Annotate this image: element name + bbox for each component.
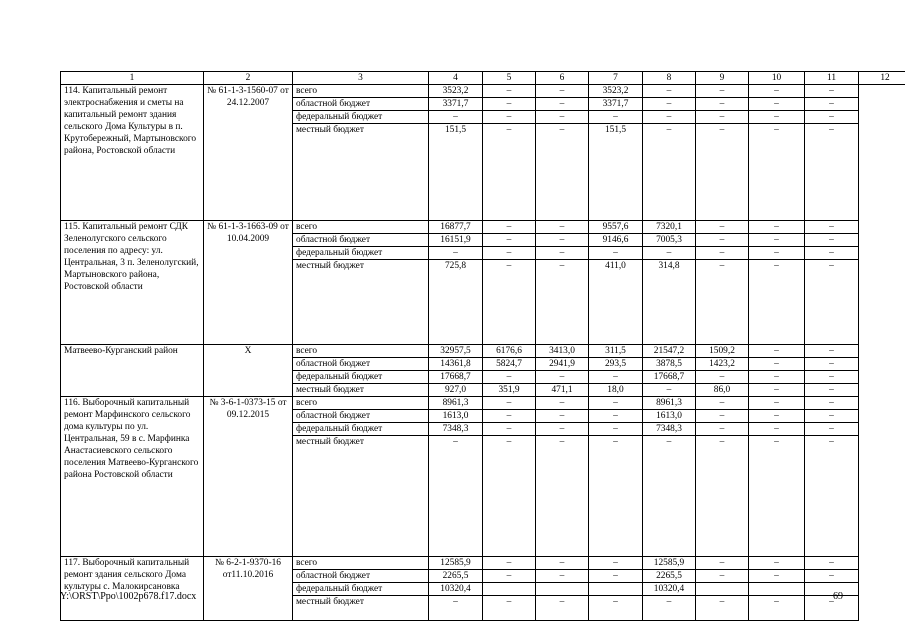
value-cell: – (696, 98, 749, 111)
value-cell: – (483, 397, 536, 410)
funding-source-cell: федеральный бюджет (293, 583, 429, 596)
value-cell (483, 583, 536, 596)
value-cell: – (483, 436, 536, 557)
value-cell: – (805, 234, 859, 247)
table-row (61, 345, 905, 358)
funding-source-cell: всего (293, 221, 429, 234)
value-cell: – (536, 371, 589, 384)
object-name-cell: Матвеево-Курганский район (61, 345, 204, 397)
value-cell: – (589, 557, 643, 570)
header-cell: 8 (643, 72, 696, 85)
value-cell: – (536, 557, 589, 570)
header-cell: 11 (805, 72, 859, 85)
value-cell: – (536, 423, 589, 436)
value-cell (536, 583, 589, 596)
value-cell: – (805, 358, 859, 371)
funding-source-cell: местный бюджет (293, 260, 429, 345)
value-cell: – (589, 397, 643, 410)
value-cell: – (536, 85, 589, 98)
value-cell: – (589, 423, 643, 436)
value-cell: – (749, 98, 805, 111)
value-cell: – (696, 557, 749, 570)
object-name-cell: 114. Капитальный ремонт электроснабжения и сметы на капитальный ремонт здания сельского Дома Культуры в п. Крутобережный, Мартыновского района, Ростовской области (61, 85, 204, 221)
value-cell (589, 583, 643, 596)
value-cell: – (483, 570, 536, 583)
value-cell: – (696, 410, 749, 423)
value-cell: – (749, 384, 805, 397)
value-cell: 2265,5 (429, 570, 483, 583)
value-cell: – (536, 124, 589, 221)
header-cell: 9 (696, 72, 749, 85)
funding-source-cell: федеральный бюджет (293, 371, 429, 384)
value-cell: 1613,0 (643, 410, 696, 423)
value-cell: – (589, 596, 643, 621)
value-cell: 7348,3 (643, 423, 696, 436)
funding-source-cell: областной бюджет (293, 410, 429, 423)
value-cell: – (805, 410, 859, 423)
value-cell: – (749, 345, 805, 358)
value-cell: – (483, 410, 536, 423)
value-cell: – (696, 260, 749, 345)
value-cell: – (643, 98, 696, 111)
value-cell: – (696, 247, 749, 260)
funding-source-cell: местный бюджет (293, 124, 429, 221)
funding-source-cell: местный бюджет (293, 436, 429, 557)
value-cell: – (429, 436, 483, 557)
value-cell: 3413,0 (536, 345, 589, 358)
value-cell: 3523,2 (589, 85, 643, 98)
value-cell: 17668,7 (643, 371, 696, 384)
value-cell: – (536, 247, 589, 260)
value-cell: – (749, 371, 805, 384)
value-cell: 32957,5 (429, 345, 483, 358)
value-cell: – (805, 98, 859, 111)
budget-table (60, 71, 905, 621)
funding-source-cell: всего (293, 557, 429, 570)
value-cell: – (536, 260, 589, 345)
funding-source-cell: федеральный бюджет (293, 111, 429, 124)
value-cell: – (696, 234, 749, 247)
value-cell: – (805, 85, 859, 98)
value-cell: 10320,4 (429, 583, 483, 596)
funding-source-cell: всего (293, 397, 429, 410)
file-path: Y:\ORST\Ppo\1002p678.f17.docx (60, 591, 197, 602)
value-cell: – (536, 436, 589, 557)
value-cell: 293,5 (589, 358, 643, 371)
value-cell: – (536, 221, 589, 234)
value-cell (749, 583, 805, 596)
value-cell: – (749, 111, 805, 124)
value-cell: – (643, 247, 696, 260)
funding-source-cell: местный бюджет (293, 596, 429, 621)
value-cell: – (483, 423, 536, 436)
value-cell: – (696, 570, 749, 583)
value-cell: – (749, 570, 805, 583)
value-cell: 151,5 (429, 124, 483, 221)
funding-source-cell: местный бюджет (293, 384, 429, 397)
value-cell: 17668,7 (429, 371, 483, 384)
value-cell: 18,0 (589, 384, 643, 397)
value-cell: 3523,2 (429, 85, 483, 98)
value-cell: – (536, 98, 589, 111)
value-cell: 7348,3 (429, 423, 483, 436)
value-cell: 1423,2 (696, 358, 749, 371)
value-cell: 10320,4 (643, 583, 696, 596)
funding-source-cell: федеральный бюджет (293, 247, 429, 260)
value-cell: – (483, 85, 536, 98)
value-cell: – (429, 247, 483, 260)
value-cell: 5824,7 (483, 358, 536, 371)
value-cell: – (805, 397, 859, 410)
object-name-cell: 115. Капитальный ремонт СДК Зеленолугского сельского поселения по адресу: ул. Центральная, 3 п. Зеленолугский, Мартыновского района, Ростовской области (61, 221, 204, 345)
document-number-cell: Х (204, 345, 293, 397)
value-cell: – (429, 111, 483, 124)
value-cell: – (483, 111, 536, 124)
value-cell: – (749, 423, 805, 436)
value-cell: – (483, 247, 536, 260)
header-cell: 7 (589, 72, 643, 85)
value-cell: – (805, 260, 859, 345)
value-cell: 12585,9 (429, 557, 483, 570)
value-cell: 16151,9 (429, 234, 483, 247)
value-cell: – (805, 570, 859, 583)
value-cell: – (696, 85, 749, 98)
value-cell: – (696, 596, 749, 621)
value-cell: – (749, 247, 805, 260)
value-cell: – (643, 596, 696, 621)
value-cell: 9146,6 (589, 234, 643, 247)
object-name-cell: 117. Выборочный капитальный ремонт здания сельского Дома культуры с. Малокирсановка (61, 557, 204, 621)
funding-source-cell: всего (293, 85, 429, 98)
value-cell: – (536, 111, 589, 124)
table-row (61, 397, 905, 410)
value-cell: 21547,2 (643, 345, 696, 358)
value-cell: – (483, 98, 536, 111)
value-cell: 351,9 (483, 384, 536, 397)
funding-source-cell: федеральный бюджет (293, 423, 429, 436)
value-cell: – (483, 371, 536, 384)
document-number-cell: № 3-6-1-0373-15 от 09.12.2015 (204, 397, 293, 557)
document-number-cell: № 61-1-3-1663-09 от 10.04.2009 (204, 221, 293, 345)
value-cell: – (483, 557, 536, 570)
value-cell: – (749, 85, 805, 98)
value-cell: 1613,0 (429, 410, 483, 423)
value-cell: 12585,9 (643, 557, 696, 570)
value-cell: – (536, 410, 589, 423)
value-cell: – (589, 436, 643, 557)
value-cell: – (589, 111, 643, 124)
value-cell: – (483, 260, 536, 345)
value-cell: – (749, 436, 805, 557)
value-cell: – (589, 570, 643, 583)
value-cell: – (643, 85, 696, 98)
table-row (61, 85, 905, 98)
value-cell: 6176,6 (483, 345, 536, 358)
table-row (61, 221, 905, 234)
value-cell: 311,5 (589, 345, 643, 358)
value-cell: 3878,5 (643, 358, 696, 371)
value-cell: – (805, 371, 859, 384)
value-cell: 725,8 (429, 260, 483, 345)
value-cell: 7320,1 (643, 221, 696, 234)
value-cell: – (536, 596, 589, 621)
document-number-cell: № 6-2-1-9370-16 от11.10.2016 (204, 557, 293, 621)
funding-source-cell: всего (293, 345, 429, 358)
funding-source-cell: областной бюджет (293, 570, 429, 583)
funding-source-cell: областной бюджет (293, 98, 429, 111)
value-cell: – (483, 234, 536, 247)
value-cell: – (696, 397, 749, 410)
value-cell: – (536, 570, 589, 583)
value-cell: – (749, 221, 805, 234)
value-cell: 1509,2 (696, 345, 749, 358)
funding-source-cell: областной бюджет (293, 358, 429, 371)
header-cell: 2 (204, 72, 293, 85)
value-cell: 16877,7 (429, 221, 483, 234)
value-cell: 3371,7 (429, 98, 483, 111)
value-cell: – (805, 345, 859, 358)
value-cell: – (749, 260, 805, 345)
header-cell: 12 (859, 72, 905, 85)
value-cell: – (483, 221, 536, 234)
value-cell (696, 583, 749, 596)
value-cell: – (696, 124, 749, 221)
value-cell: – (805, 557, 859, 570)
value-cell: – (589, 410, 643, 423)
value-cell: – (805, 596, 859, 621)
value-cell: – (696, 371, 749, 384)
value-cell: – (536, 234, 589, 247)
value-cell: – (589, 247, 643, 260)
value-cell: – (749, 557, 805, 570)
value-cell: – (643, 436, 696, 557)
value-cell: 2941,9 (536, 358, 589, 371)
value-cell: – (696, 221, 749, 234)
value-cell: – (805, 436, 859, 557)
value-cell: 411,0 (589, 260, 643, 345)
value-cell: 314,8 (643, 260, 696, 345)
document-number-cell: № 61-1-3-1560-07 от 24.12.2007 (204, 85, 293, 221)
value-cell: – (536, 397, 589, 410)
value-cell: – (589, 371, 643, 384)
value-cell: – (805, 111, 859, 124)
header-cell: 4 (429, 72, 483, 85)
value-cell: – (805, 247, 859, 260)
value-cell: 151,5 (589, 124, 643, 221)
value-cell: 3371,7 (589, 98, 643, 111)
value-cell: – (696, 436, 749, 557)
value-cell: – (749, 124, 805, 221)
value-cell: 927,0 (429, 384, 483, 397)
value-cell: 9557,6 (589, 221, 643, 234)
value-cell: – (805, 221, 859, 234)
value-cell: – (483, 124, 536, 221)
header-cell: 10 (749, 72, 805, 85)
header-cell: 5 (483, 72, 536, 85)
value-cell: – (643, 124, 696, 221)
value-cell: – (805, 384, 859, 397)
value-cell: 14361,8 (429, 358, 483, 371)
header-cell: 6 (536, 72, 589, 85)
value-cell: – (429, 596, 483, 621)
object-name-cell: 116. Выборочный капитальный ремонт Марфинского сельского дома культуры по ул. Центральная, 59 в с. Марфинка Анастасиевского сельского поселения Матвеево-Курганского района Ростовской области (61, 397, 204, 557)
table-row (61, 557, 905, 570)
header-cell: 3 (293, 72, 429, 85)
value-cell: – (643, 384, 696, 397)
value-cell: – (805, 423, 859, 436)
value-cell: – (483, 596, 536, 621)
value-cell: 7005,3 (643, 234, 696, 247)
value-cell: – (696, 111, 749, 124)
value-cell: – (749, 596, 805, 621)
value-cell: – (749, 410, 805, 423)
value-cell: – (696, 423, 749, 436)
header-cell: 1 (61, 72, 204, 85)
value-cell: 8961,3 (429, 397, 483, 410)
value-cell: – (749, 234, 805, 247)
value-cell: – (643, 111, 696, 124)
value-cell (805, 583, 859, 596)
funding-source-cell: областной бюджет (293, 234, 429, 247)
value-cell: – (749, 397, 805, 410)
value-cell: – (749, 358, 805, 371)
value-cell: 471,1 (536, 384, 589, 397)
value-cell: – (805, 124, 859, 221)
page-number: 69 (833, 591, 843, 602)
value-cell: 2265,5 (643, 570, 696, 583)
value-cell: 86,0 (696, 384, 749, 397)
value-cell: 8961,3 (643, 397, 696, 410)
header-row (61, 72, 905, 85)
